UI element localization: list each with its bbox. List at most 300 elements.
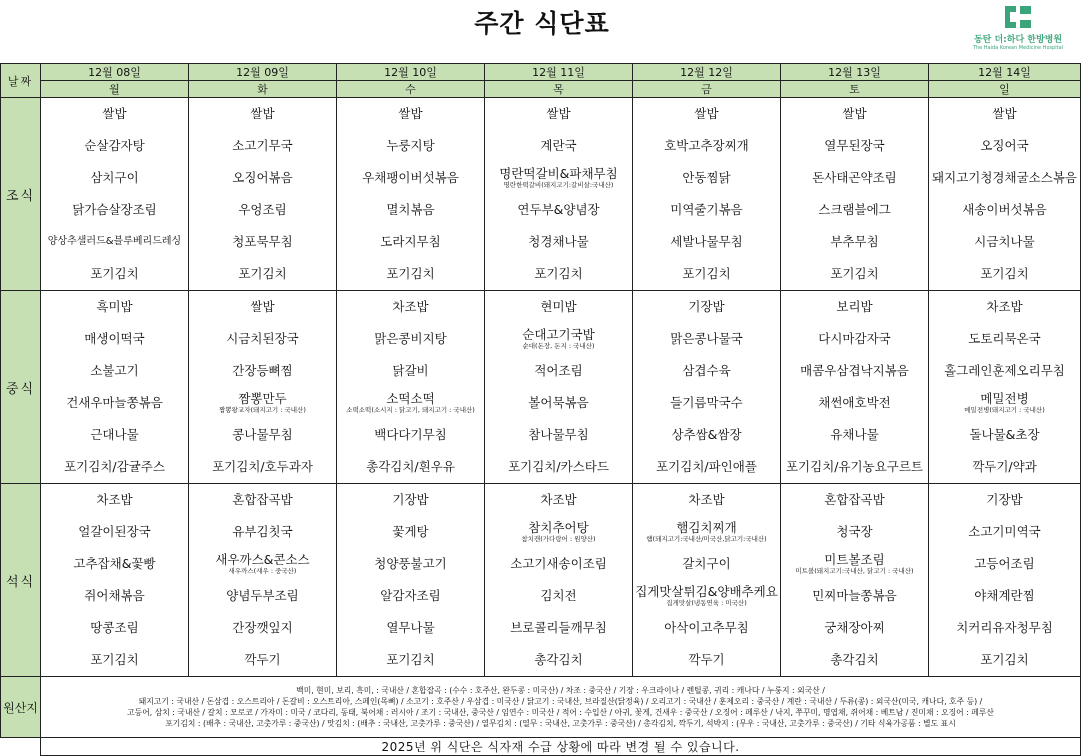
menu-item-origin-note: 햄(돼지고기:국내산/미국산,닭고기:국내산)	[646, 535, 767, 544]
menu-item-name: 닭가슴살장조림	[72, 201, 157, 217]
menu-item-name: 포기김치	[90, 265, 139, 281]
menu-item	[633, 516, 780, 548]
menu-item	[41, 291, 188, 323]
menu-item	[633, 323, 780, 355]
menu-item-name: 간장등뼈찜	[232, 362, 293, 378]
menu-item-name: 쌀밥	[546, 105, 571, 121]
menu-item	[41, 194, 188, 226]
menu-item	[485, 258, 632, 290]
day-of-week: 목	[485, 81, 633, 98]
lunch-menu-cell	[337, 291, 485, 484]
menu-item-name: 차조밥	[688, 491, 725, 507]
menu-item	[633, 451, 780, 483]
menu-item	[485, 451, 632, 483]
menu-item	[485, 226, 632, 258]
menu-item	[485, 612, 632, 644]
lunch-menu-cell	[633, 291, 781, 484]
menu-item-origin-note: 소떡소떡(소시지 : 닭고기, 돼지고기 : 국내산)	[346, 406, 475, 415]
menu-item-name: 꽃게탕	[392, 523, 429, 539]
menu-item	[189, 516, 336, 548]
breakfast-menu-cell	[337, 98, 485, 291]
menu-item-name: 알감자조림	[380, 587, 441, 603]
menu-item-name: 땅콩조림	[90, 619, 139, 635]
menu-item-name: 돈사태곤약조림	[812, 169, 897, 185]
menu-item	[337, 130, 484, 162]
menu-item	[485, 548, 632, 580]
menu-item-name: 근대나물	[90, 426, 139, 442]
menu-item-origin-note: 새우까스(새우 : 중국산)	[228, 567, 297, 576]
breakfast-menu-cell	[189, 98, 337, 291]
day-date: 12월 13일	[781, 64, 929, 81]
menu-item-name: 기장밥	[392, 491, 429, 507]
menu-item-name: 차조밥	[392, 298, 429, 314]
menu-item	[41, 226, 188, 258]
menu-item-name: 청포묵무침	[232, 233, 293, 249]
menu-item-name: 유채나물	[830, 426, 879, 442]
menu-item	[929, 548, 1080, 580]
menu-item	[189, 612, 336, 644]
menu-item-name: 기장밥	[986, 491, 1023, 507]
menu-item-name: 삼치구이	[90, 169, 139, 185]
menu-item	[189, 98, 336, 130]
dinner-menu-cell	[633, 484, 781, 677]
origin-line: 백미, 현미, 보리, 흑미, : 국내산 / 혼합잡곡 : (수수 : 호주산, 완두콩 : 미국산) / 차조 : 중국산 / 기장 : 우크라이나 / 렌틸콩, 귀리 : 캐나다 / 누룽지 : 외국산 /	[296, 685, 825, 695]
menu-item-name: 참나물무침	[528, 426, 589, 442]
menu-item-name: 돼지고기청경채굴소스볶음	[932, 169, 1077, 185]
menu-item	[929, 162, 1080, 194]
menu-item-name: 청경채나물	[528, 233, 589, 249]
menu-item	[485, 580, 632, 612]
day-date: 12월 14일	[929, 64, 1081, 81]
menu-item	[929, 612, 1080, 644]
lunch-menu-cell	[41, 291, 189, 484]
menu-item-name: 미트볼조림	[824, 552, 885, 568]
menu-item-name: 매생이떡국	[84, 330, 145, 346]
menu-item	[41, 644, 188, 676]
breakfast-label: 조식	[1, 98, 41, 291]
lunch-menu-cell	[929, 291, 1081, 484]
dinner-menu-cell	[781, 484, 929, 677]
menu-item	[633, 258, 780, 290]
menu-item	[337, 226, 484, 258]
breakfast-menu-cell	[929, 98, 1081, 291]
menu-item-name: 순살감자탕	[84, 137, 145, 153]
menu-item-name: 포기김치	[682, 265, 731, 281]
menu-item	[485, 387, 632, 419]
menu-item-name: 오징어볶음	[232, 169, 293, 185]
menu-item-name: 포기김치/파인애플	[656, 458, 757, 474]
menu-item-name: 포기김치/호두과자	[212, 458, 313, 474]
menu-item-name: 소고기새송이조림	[510, 555, 607, 571]
menu-item-name: 고추잡채&꽃빵	[73, 555, 156, 571]
menu-item-name: 연두부&양념장	[517, 201, 600, 217]
menu-item-name: 포기김치	[238, 265, 287, 281]
day-of-week: 일	[929, 81, 1081, 98]
menu-item	[929, 451, 1080, 483]
menu-item-origin-note: 미트볼(돼지고기:국내산, 닭고기 : 국내산)	[795, 567, 914, 576]
menu-item-name: 차조밥	[96, 491, 133, 507]
menu-item	[633, 484, 780, 516]
menu-item-name: 채썬애호박전	[818, 394, 891, 410]
menu-item	[929, 258, 1080, 290]
menu-item	[189, 644, 336, 676]
day-date: 12월 08일	[41, 64, 189, 81]
date-column-label: 날짜	[1, 64, 41, 98]
menu-item	[485, 162, 632, 194]
menu-item	[485, 291, 632, 323]
menu-change-notice: 2025년 위 식단은 식자재 수급 상황에 따라 변경 될 수 있습니다.	[41, 738, 1081, 756]
menu-item	[189, 291, 336, 323]
menu-item	[781, 98, 928, 130]
menu-item-name: 시금치된장국	[226, 330, 299, 346]
menu-item	[41, 516, 188, 548]
menu-item	[929, 355, 1080, 387]
menu-item-name: 시금치나물	[974, 233, 1035, 249]
menu-item-name: 포기김치	[386, 651, 435, 667]
breakfast-menu-cell	[41, 98, 189, 291]
logo-name: 동탄 더:하다 한방병원	[973, 35, 1063, 45]
menu-item	[189, 226, 336, 258]
menu-item-name: 포기김치	[386, 265, 435, 281]
origin-line: 돼지고기 : 국내산 / 돈삼겹 : 오스트리아 / 돈갈비 : 오스트리아, 스페인(목뼈) / 소고기 : 호주산 / 우삼겹 : 미국산 / 닭고기 : 국내산, 브라질산(닭정육) / 오리고기 : 국내산 / 훈제오리 : 중국산 / 계란 : 국내산 / 두류(콩) : 외국산(미국, 캐나다, 호주 등) /	[138, 696, 983, 706]
menu-item	[41, 548, 188, 580]
menu-item-name: 참치추어탕	[528, 520, 589, 536]
menu-item	[485, 130, 632, 162]
menu-item-name: 쌀밥	[102, 105, 127, 121]
menu-item-name: 브로콜리들깨무침	[510, 619, 607, 635]
menu-item-name: 궁채장아찌	[824, 619, 885, 635]
menu-item-name: 호박고추장찌개	[664, 137, 749, 153]
menu-item-name: 김치전	[540, 587, 577, 603]
menu-item-name: 들기름막국수	[670, 394, 743, 410]
menu-item	[781, 419, 928, 451]
menu-item-name: 총각김치	[830, 651, 879, 667]
menu-item	[781, 516, 928, 548]
menu-item	[189, 130, 336, 162]
menu-item-name: 포기김치/카스타드	[508, 458, 609, 474]
menu-item-name: 민찌마늘쫑볶음	[812, 587, 897, 603]
menu-item	[41, 130, 188, 162]
menu-item	[781, 291, 928, 323]
menu-item	[41, 484, 188, 516]
lunch-menu-cell	[781, 291, 929, 484]
menu-item-name: 쌀밥	[992, 105, 1017, 121]
menu-item-name: 혼합잡곡밥	[232, 491, 293, 507]
dinner-menu-cell	[189, 484, 337, 677]
menu-item	[929, 130, 1080, 162]
menu-item	[337, 516, 484, 548]
menu-item	[189, 548, 336, 580]
menu-item	[929, 98, 1080, 130]
hospital-logo	[958, 4, 1078, 60]
menu-item	[781, 226, 928, 258]
menu-item	[41, 419, 188, 451]
menu-item-name: 현미밥	[540, 298, 577, 314]
menu-item-name: 멸치볶음	[386, 201, 435, 217]
menu-item-name: 깍두기	[688, 651, 725, 667]
lunch-menu-cell	[189, 291, 337, 484]
menu-item	[337, 484, 484, 516]
menu-item-name: 소고기무국	[232, 137, 293, 153]
menu-item	[781, 355, 928, 387]
menu-item	[633, 419, 780, 451]
menu-item	[337, 548, 484, 580]
menu-item-name: 고등어조림	[974, 555, 1035, 571]
menu-item-name: 백다다기무침	[374, 426, 447, 442]
menu-item	[189, 419, 336, 451]
menu-item	[485, 355, 632, 387]
menu-item-name: 보리밥	[836, 298, 873, 314]
menu-item-origin-note: 집게맛살(냉동연육 : 미국산)	[666, 599, 747, 608]
menu-item	[929, 484, 1080, 516]
lunch-menu-cell	[485, 291, 633, 484]
logo-subtitle: The Haida Korean Medicine Hospital	[972, 45, 1064, 51]
menu-item-name: 쌀밥	[250, 298, 275, 314]
menu-item-name: 청양풍불고기	[374, 555, 447, 571]
menu-item-origin-note: 메밀전병(돼지고기 : 국내산)	[964, 406, 1045, 415]
menu-item	[337, 644, 484, 676]
menu-item	[781, 258, 928, 290]
dinner-menu-cell	[929, 484, 1081, 677]
notice-spacer	[1, 738, 41, 756]
menu-item	[485, 644, 632, 676]
menu-item-name: 포기김치	[980, 265, 1029, 281]
menu-item	[41, 451, 188, 483]
menu-item-name: 차조밥	[986, 298, 1023, 314]
day-date: 12월 11일	[485, 64, 633, 81]
menu-item-name: 세발나물무침	[670, 233, 743, 249]
menu-item-name: 안동찜닭	[682, 169, 731, 185]
menu-item	[781, 194, 928, 226]
menu-item-name: 얼갈이된장국	[78, 523, 151, 539]
menu-item	[781, 612, 928, 644]
menu-item	[781, 451, 928, 483]
menu-item-name: 청국장	[836, 523, 873, 539]
breakfast-menu-cell	[781, 98, 929, 291]
menu-item-name: 메밀전병	[980, 391, 1029, 407]
menu-item-name: 부추무침	[830, 233, 879, 249]
menu-item	[189, 194, 336, 226]
menu-item	[189, 484, 336, 516]
menu-item-name: 포기김치/감귤주스	[64, 458, 165, 474]
menu-item-name: 총각김치	[534, 651, 583, 667]
menu-item-name: 소고기미역국	[968, 523, 1041, 539]
menu-item	[41, 580, 188, 612]
day-date: 12월 09일	[189, 64, 337, 81]
menu-item-name: 닭갈비	[392, 362, 429, 378]
menu-item-origin-note: 짬뽕왕교자(돼지고기 : 국내산)	[219, 406, 306, 415]
day-date: 12월 10일	[337, 64, 485, 81]
menu-item-name: 아삭이고추무침	[664, 619, 749, 635]
menu-item	[781, 130, 928, 162]
menu-item	[781, 548, 928, 580]
menu-item-name: 열무된장국	[824, 137, 885, 153]
menu-item-name: 햄김치찌개	[676, 520, 737, 536]
menu-item	[781, 162, 928, 194]
menu-item-name: 소불고기	[90, 362, 139, 378]
menu-item-name: 명란떡갈비&파채무침	[499, 166, 618, 182]
menu-item-name: 양상추샐러드&블루베리드레싱	[47, 236, 182, 248]
menu-item-name: 혼합잡곡밥	[824, 491, 885, 507]
menu-item	[633, 355, 780, 387]
menu-item-origin-note: 참치캔(가다랑어 : 원양산)	[521, 535, 596, 544]
menu-item-name: 오징어국	[980, 137, 1029, 153]
day-of-week: 금	[633, 81, 781, 98]
menu-item	[41, 355, 188, 387]
menu-item	[781, 580, 928, 612]
menu-item	[337, 387, 484, 419]
menu-item-name: 포기김치	[830, 265, 879, 281]
menu-item	[633, 130, 780, 162]
menu-item-name: 도라지무침	[380, 233, 441, 249]
menu-item-name: 쌀밥	[250, 105, 275, 121]
menu-item-name: 미역줄기볶음	[670, 201, 743, 217]
menu-item-origin-note: 순대(돈장, 돈지 : 국내산)	[522, 342, 595, 351]
menu-item	[337, 323, 484, 355]
menu-item-name: 콩나물무침	[232, 426, 293, 442]
menu-item	[633, 162, 780, 194]
menu-item	[485, 194, 632, 226]
menu-item-name: 쌀밥	[694, 105, 719, 121]
menu-item-name: 깍두기/약과	[972, 458, 1037, 474]
breakfast-menu-cell	[633, 98, 781, 291]
menu-item-name: 간장깻잎지	[232, 619, 293, 635]
menu-item	[929, 194, 1080, 226]
menu-item	[485, 98, 632, 130]
menu-item	[337, 580, 484, 612]
menu-item	[485, 516, 632, 548]
menu-item	[633, 98, 780, 130]
menu-item-name: 도토리묵온국	[968, 330, 1041, 346]
day-of-week: 토	[781, 81, 929, 98]
menu-item-name: 양념두부조림	[226, 587, 299, 603]
menu-item	[929, 516, 1080, 548]
menu-item-name: 건새우마늘쫑볶음	[66, 394, 163, 410]
menu-item-name: 포기김치/유기농요구르트	[785, 458, 924, 474]
menu-item-name: 우채팽이버섯볶음	[362, 169, 459, 185]
menu-item	[781, 484, 928, 516]
menu-item	[633, 387, 780, 419]
menu-item	[781, 323, 928, 355]
menu-item	[929, 323, 1080, 355]
menu-item-name: 유부김칫국	[232, 523, 293, 539]
menu-item-name: 총각김치/흰우유	[366, 458, 455, 474]
menu-item	[337, 194, 484, 226]
menu-item-name: 포기김치	[90, 651, 139, 667]
menu-item-name: 쌀밥	[398, 105, 423, 121]
menu-item-name: 누룽지탕	[386, 137, 435, 153]
breakfast-menu-cell	[485, 98, 633, 291]
dinner-menu-cell	[337, 484, 485, 677]
menu-item-name: 우엉조림	[238, 201, 287, 217]
menu-item	[929, 419, 1080, 451]
menu-item	[189, 258, 336, 290]
lunch-label: 중식	[1, 291, 41, 484]
hospital-logo-icon	[1003, 4, 1033, 30]
menu-item	[485, 484, 632, 516]
menu-item	[781, 644, 928, 676]
dinner-label: 석식	[1, 484, 41, 677]
menu-item-name: 적어조림	[534, 362, 583, 378]
menu-item-name: 차조밥	[540, 491, 577, 507]
menu-item-name: 쥐어채볶음	[84, 587, 145, 603]
menu-item	[189, 162, 336, 194]
menu-item	[337, 258, 484, 290]
day-of-week: 수	[337, 81, 485, 98]
dinner-menu-cell	[41, 484, 189, 677]
day-of-week: 월	[41, 81, 189, 98]
menu-item-name: 깍두기	[244, 651, 281, 667]
menu-item	[633, 580, 780, 612]
page-title: 주간 식단표	[474, 9, 610, 38]
menu-item	[337, 419, 484, 451]
menu-item-origin-note: 명란한떡갈비(돼지고기:갈비살:국내산)	[503, 181, 614, 190]
menu-item	[337, 98, 484, 130]
menu-item	[633, 194, 780, 226]
menu-item-name: 다시마감자국	[818, 330, 891, 346]
menu-item	[41, 162, 188, 194]
menu-item	[633, 291, 780, 323]
menu-item-name: 맑은콩비지탕	[374, 330, 447, 346]
menu-item-name: 열무나물	[386, 619, 435, 635]
menu-item	[485, 323, 632, 355]
origin-line: 고등어, 삼치 : 국내산 / 갈치 : 모로코 / 가자미 : 미국 / 코다리, 동태, 북어채 : 러시아 / 조기 : 국내산, 중국산 / 임연수 : 미국산 / 적어 : 수입산 / 아귀, 꽃게, 건새우 : 중국산 / 오징어 : 페루산 / 낙지, 쭈꾸미, 명엽채, 쥐어채 : 베트남 / 진미채 : 오징어 : 페루산	[127, 708, 994, 717]
menu-item	[41, 387, 188, 419]
menu-item-name: 상추쌈&쌈장	[671, 426, 742, 442]
menu-item-name: 흑미밥	[96, 298, 133, 314]
menu-item	[41, 612, 188, 644]
menu-item	[41, 258, 188, 290]
menu-item-name: 돌나물&초장	[969, 426, 1040, 442]
dinner-menu-cell	[485, 484, 633, 677]
menu-item	[337, 162, 484, 194]
menu-item	[189, 323, 336, 355]
menu-item-name: 갈치구이	[682, 555, 731, 571]
menu-item-name: 야채계란찜	[974, 587, 1035, 603]
origin-line: 포기김치 : (배추 : 국내산, 고춧가루 : 중국산) / 맛김치 : (배추 : 국내산, 고춧가루 : 중국산) / 열무김치 : (열무 : 국내산, 고춧가루 : 중국산) / 총각김치, 깍두기, 석박지 : (무우 : 국내산, 고춧가루 : 중국산) / 기타 식육가공품 : 별도 표시	[165, 719, 956, 729]
menu-item-name: 맑은콩나물국	[670, 330, 743, 346]
menu-item	[337, 612, 484, 644]
menu-item-name: 짬뽕만두	[238, 391, 287, 407]
menu-item	[781, 387, 928, 419]
menu-item-name: 쌀밥	[842, 105, 867, 121]
menu-item	[929, 644, 1080, 676]
menu-item	[929, 226, 1080, 258]
menu-item-name: 치커리유자청무침	[956, 619, 1053, 635]
menu-item	[337, 355, 484, 387]
menu-item-name: 새우까스&콘소스	[215, 552, 310, 568]
menu-item-name: 삼겹수육	[682, 362, 731, 378]
menu-item	[189, 451, 336, 483]
menu-item	[189, 387, 336, 419]
day-of-week: 화	[189, 81, 337, 98]
menu-item-name: 순대고기국밥	[522, 327, 595, 343]
menu-item-name: 소떡소떡	[386, 391, 435, 407]
menu-item	[633, 548, 780, 580]
menu-item-name: 스크램블에그	[818, 201, 891, 217]
menu-item	[633, 226, 780, 258]
menu-item-name: 포기김치	[534, 265, 583, 281]
menu-item	[337, 451, 484, 483]
menu-item	[929, 580, 1080, 612]
menu-item	[189, 580, 336, 612]
menu-item-name: 매콤우삼겹낙지볶음	[800, 362, 909, 378]
menu-item-name: 포기김치	[980, 651, 1029, 667]
menu-item-name: 새송이버섯볶음	[962, 201, 1047, 217]
menu-item-name: 기장밥	[688, 298, 725, 314]
menu-item-name: 계란국	[540, 137, 577, 153]
origin-info	[41, 677, 1081, 738]
